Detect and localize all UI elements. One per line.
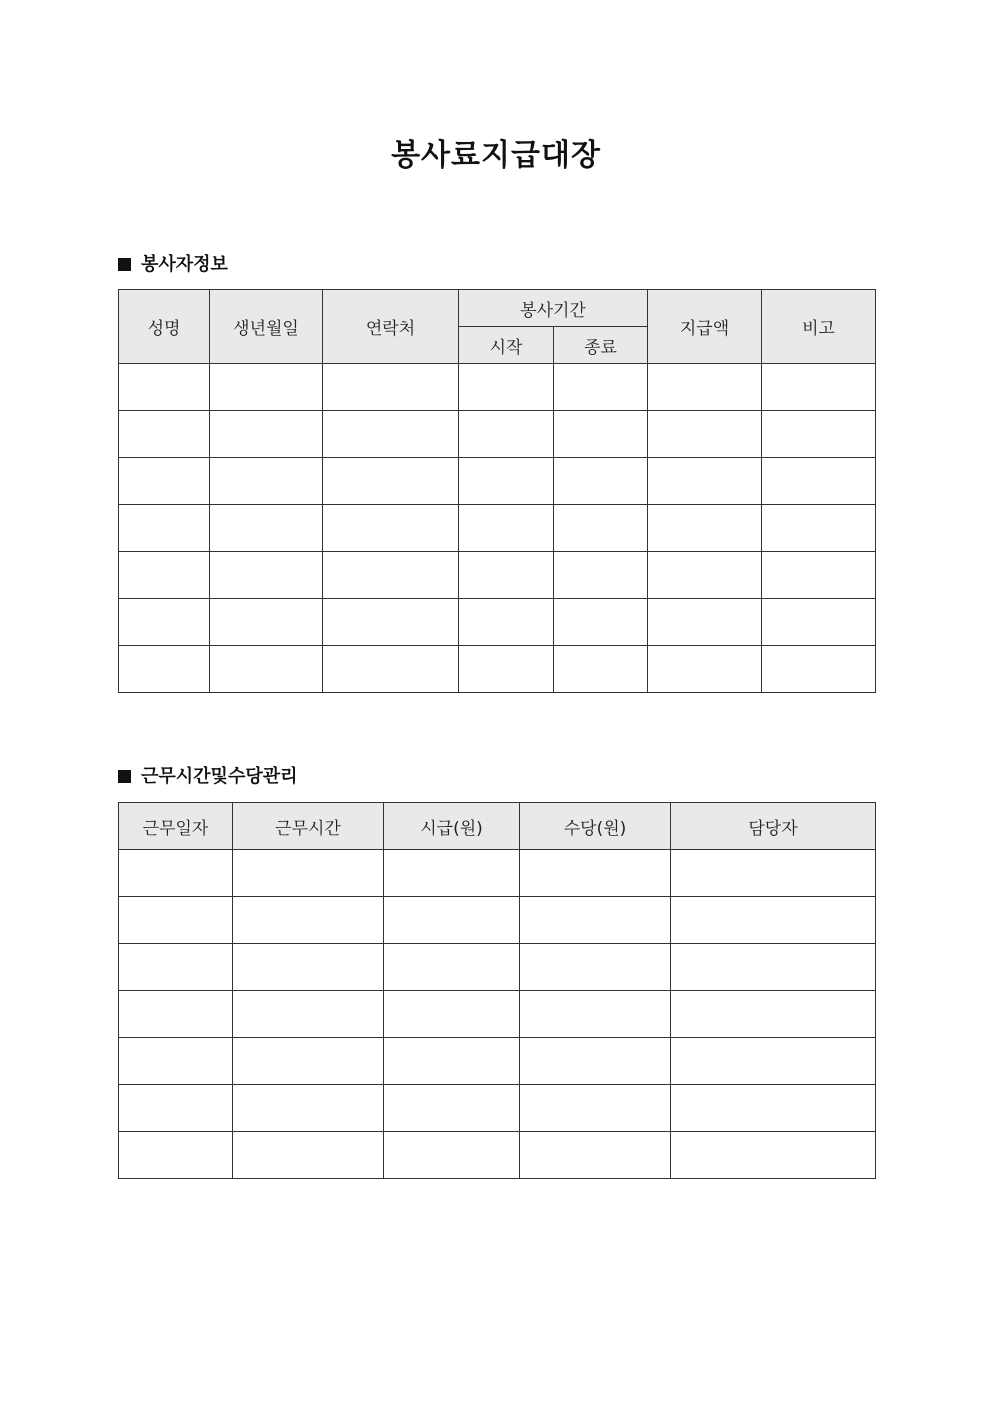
- table-cell[interactable]: [119, 411, 210, 458]
- header-work-hours: 근무시간: [233, 803, 384, 850]
- table-cell[interactable]: [459, 599, 554, 646]
- table-cell[interactable]: [384, 850, 520, 897]
- table-cell[interactable]: [762, 364, 876, 411]
- table-cell[interactable]: [323, 505, 459, 552]
- table-row: [119, 458, 876, 505]
- volunteer-info-table-body: [119, 364, 876, 693]
- header-contact: 연락처: [323, 290, 459, 364]
- table-row: [119, 850, 876, 897]
- work-hours-table: [118, 802, 876, 1179]
- table-cell[interactable]: [119, 1038, 233, 1085]
- table-cell[interactable]: [762, 552, 876, 599]
- table-header-row: [119, 803, 876, 850]
- table-cell[interactable]: [233, 1038, 384, 1085]
- table-cell[interactable]: [554, 364, 648, 411]
- volunteer-info-section-label: 봉사자정보: [141, 254, 228, 275]
- table-cell[interactable]: [233, 944, 384, 991]
- table-cell[interactable]: [648, 411, 762, 458]
- table-cell[interactable]: [323, 646, 459, 693]
- table-cell[interactable]: [119, 552, 210, 599]
- header-remarks: 비고: [762, 290, 876, 364]
- table-row: [119, 599, 876, 646]
- table-cell[interactable]: [762, 458, 876, 505]
- header-payment-amount: 지급액: [648, 290, 762, 364]
- table-cell[interactable]: [554, 552, 648, 599]
- table-cell[interactable]: [323, 599, 459, 646]
- table-cell[interactable]: [762, 411, 876, 458]
- table-cell[interactable]: [384, 944, 520, 991]
- square-bullet-icon: [118, 258, 131, 271]
- header-service-period: 봉사기간: [459, 290, 648, 327]
- table-cell[interactable]: [671, 1132, 876, 1179]
- volunteer-info-section-title: [118, 252, 228, 278]
- table-cell[interactable]: [648, 458, 762, 505]
- table-row: [119, 1132, 876, 1179]
- table-cell[interactable]: [671, 897, 876, 944]
- table-cell[interactable]: [671, 1038, 876, 1085]
- table-cell[interactable]: [233, 1085, 384, 1132]
- table-cell[interactable]: [233, 991, 384, 1038]
- table-row: [119, 505, 876, 552]
- table-cell[interactable]: [323, 364, 459, 411]
- header-allowance: 수당(원): [520, 803, 671, 850]
- table-cell[interactable]: [459, 364, 554, 411]
- table-cell[interactable]: [520, 850, 671, 897]
- table-cell[interactable]: [459, 646, 554, 693]
- table-header-row: [119, 290, 876, 327]
- table-cell[interactable]: [384, 1038, 520, 1085]
- table-cell[interactable]: [210, 505, 323, 552]
- table-cell[interactable]: [762, 505, 876, 552]
- header-period-start: 시작: [459, 327, 554, 364]
- table-cell[interactable]: [210, 411, 323, 458]
- table-row: [119, 411, 876, 458]
- table-cell[interactable]: [384, 1132, 520, 1179]
- table-cell[interactable]: [119, 991, 233, 1038]
- table-cell[interactable]: [119, 646, 210, 693]
- table-cell[interactable]: [520, 1085, 671, 1132]
- header-manager: 담당자: [671, 803, 876, 850]
- table-row: [119, 991, 876, 1038]
- table-cell[interactable]: [671, 850, 876, 897]
- page-title: 봉사료지급대장: [391, 138, 601, 173]
- table-cell[interactable]: [323, 552, 459, 599]
- table-cell[interactable]: [520, 991, 671, 1038]
- table-cell[interactable]: [459, 552, 554, 599]
- table-cell[interactable]: [762, 599, 876, 646]
- table-cell[interactable]: [119, 944, 233, 991]
- table-cell[interactable]: [554, 599, 648, 646]
- table-cell[interactable]: [459, 458, 554, 505]
- table-row: [119, 1038, 876, 1085]
- table-cell[interactable]: [554, 458, 648, 505]
- table-cell[interactable]: [119, 897, 233, 944]
- table-cell[interactable]: [554, 505, 648, 552]
- table-row: [119, 364, 876, 411]
- table-cell[interactable]: [233, 850, 384, 897]
- table-cell[interactable]: [459, 505, 554, 552]
- table-cell[interactable]: [384, 897, 520, 944]
- square-bullet-icon: [118, 770, 131, 783]
- work-hours-section-label: 근무시간및수당관리: [141, 766, 298, 787]
- table-cell[interactable]: [554, 646, 648, 693]
- table-cell[interactable]: [554, 411, 648, 458]
- header-birthdate: 생년월일: [210, 290, 323, 364]
- table-cell[interactable]: [384, 1085, 520, 1132]
- table-cell[interactable]: [233, 897, 384, 944]
- header-hourly-wage: 시급(원): [384, 803, 520, 850]
- table-row: [119, 646, 876, 693]
- table-cell[interactable]: [520, 944, 671, 991]
- table-cell[interactable]: [459, 411, 554, 458]
- table-cell[interactable]: [210, 599, 323, 646]
- table-cell[interactable]: [671, 1085, 876, 1132]
- table-cell[interactable]: [119, 364, 210, 411]
- table-cell[interactable]: [210, 458, 323, 505]
- header-period-end: 종료: [554, 327, 648, 364]
- work-hours-section-title: [118, 764, 298, 790]
- table-cell[interactable]: [648, 599, 762, 646]
- header-name: 성명: [119, 290, 210, 364]
- table-cell[interactable]: [119, 505, 210, 552]
- table-cell[interactable]: [520, 1038, 671, 1085]
- work-hours-table-body: [119, 850, 876, 1179]
- table-cell[interactable]: [210, 552, 323, 599]
- table-cell[interactable]: [648, 646, 762, 693]
- table-cell[interactable]: [671, 944, 876, 991]
- table-cell[interactable]: [648, 552, 762, 599]
- table-cell[interactable]: [323, 411, 459, 458]
- table-cell[interactable]: [520, 1132, 671, 1179]
- table-cell[interactable]: [119, 850, 233, 897]
- table-row: [119, 944, 876, 991]
- volunteer-info-table: [118, 289, 876, 693]
- table-row: [119, 1085, 876, 1132]
- header-work-date: 근무일자: [119, 803, 233, 850]
- table-cell[interactable]: [119, 1085, 233, 1132]
- table-cell[interactable]: [384, 991, 520, 1038]
- table-cell[interactable]: [233, 1132, 384, 1179]
- table-cell[interactable]: [323, 458, 459, 505]
- table-cell[interactable]: [210, 364, 323, 411]
- table-cell[interactable]: [210, 646, 323, 693]
- table-cell[interactable]: [119, 599, 210, 646]
- table-cell[interactable]: [119, 1132, 233, 1179]
- table-row: [119, 897, 876, 944]
- table-cell[interactable]: [520, 897, 671, 944]
- table-cell[interactable]: [648, 364, 762, 411]
- table-row: [119, 552, 876, 599]
- table-cell[interactable]: [762, 646, 876, 693]
- table-cell[interactable]: [671, 991, 876, 1038]
- table-cell[interactable]: [119, 458, 210, 505]
- table-cell[interactable]: [648, 505, 762, 552]
